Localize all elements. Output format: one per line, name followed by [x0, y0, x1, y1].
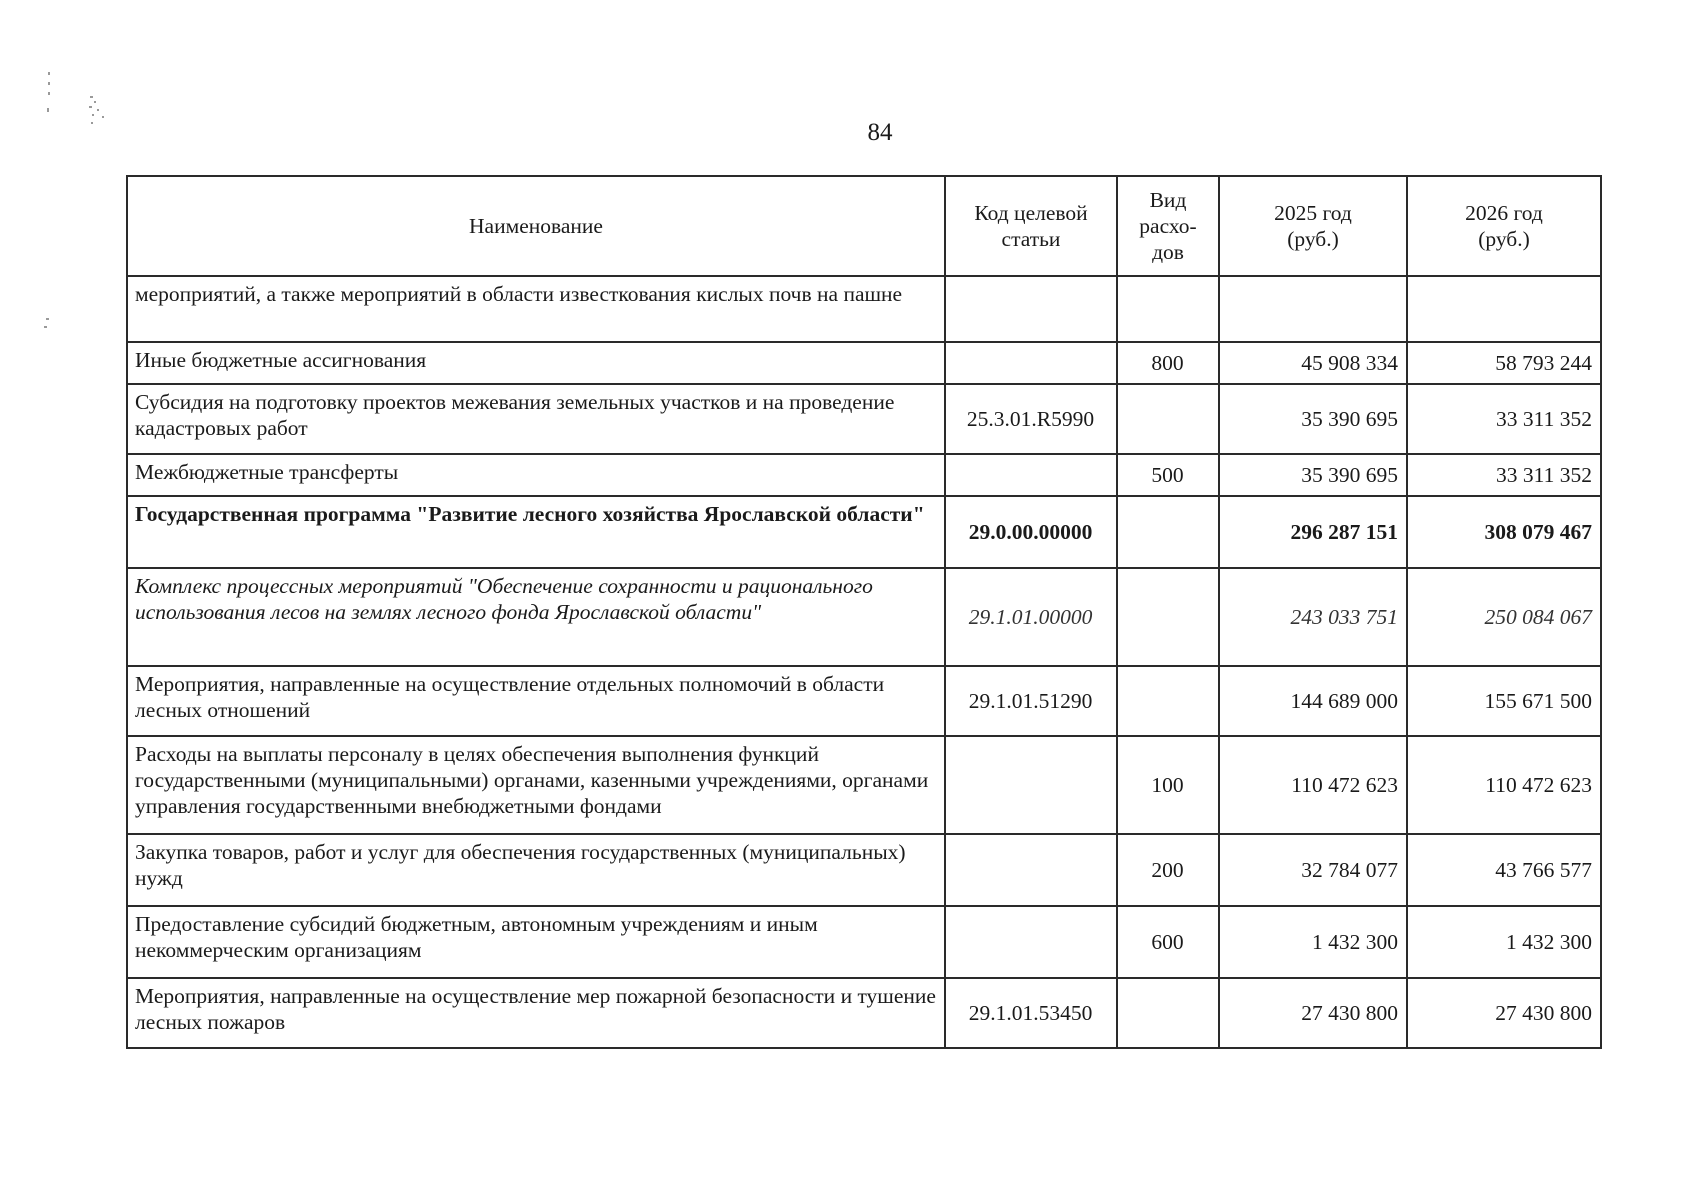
row-amount-2026: 155 671 500: [1407, 666, 1601, 736]
row-amount-2025: 144 689 000: [1219, 666, 1407, 736]
row-expense-type: [1117, 666, 1219, 736]
row-amount-2026: 250 084 067: [1407, 568, 1601, 666]
header-type: [1117, 176, 1219, 276]
row-amount-2025: 35 390 695: [1219, 454, 1407, 496]
table-row: [127, 906, 1601, 978]
row-code: [945, 834, 1117, 906]
row-amount-2025: 110 472 623: [1219, 736, 1407, 834]
row-expense-type: [1117, 276, 1219, 342]
table-row: [127, 276, 1601, 342]
table-row: [127, 496, 1601, 568]
row-amount-2026: 58 793 244: [1407, 342, 1601, 384]
table-row: [127, 384, 1601, 454]
row-amount-2026: 27 430 800: [1407, 978, 1601, 1048]
budget-table: [126, 175, 1602, 1049]
row-code: [945, 276, 1117, 342]
page-number: 84: [867, 119, 893, 146]
row-name: Государственная программа "Развитие лесного хозяйства Ярославской области": [127, 496, 945, 568]
header-2025-label: 2025 год (руб.): [1274, 201, 1352, 251]
table-row: [127, 736, 1601, 834]
row-name: Закупка товаров, работ и услуг для обеспечения государственных (муниципальных) нужд: [127, 834, 945, 906]
row-expense-type: 800: [1117, 342, 1219, 384]
row-amount-2025: 35 390 695: [1219, 384, 1407, 454]
row-amount-2026: 308 079 467: [1407, 496, 1601, 568]
header-2026: [1407, 176, 1601, 276]
row-name: Расходы на выплаты персоналу в целях обеспечения выполнения функций государственными (муниципальными) органами, казенными учреждениями, органами управления государственными внебюджетными фондами: [127, 736, 945, 834]
row-amount-2025: 1 432 300: [1219, 906, 1407, 978]
table-row: [127, 568, 1601, 666]
table-row: [127, 454, 1601, 496]
row-name: Комплекс процессных мероприятий "Обеспечение сохранности и рационального использования лесов на землях лесного фонда Ярославской области": [127, 568, 945, 666]
row-code: [945, 454, 1117, 496]
header-type-label: Вид расхо- дов: [1139, 188, 1197, 264]
table-row: [127, 834, 1601, 906]
row-expense-type: 600: [1117, 906, 1219, 978]
row-code: 29.0.00.00000: [945, 496, 1117, 568]
row-code: 25.3.01.R5990: [945, 384, 1117, 454]
row-name: Иные бюджетные ассигнования: [127, 342, 945, 384]
scan-noise-marks: [42, 70, 132, 330]
row-code: [945, 736, 1117, 834]
table-header-row: [127, 176, 1601, 276]
row-expense-type: [1117, 496, 1219, 568]
row-amount-2025: 32 784 077: [1219, 834, 1407, 906]
row-name: Субсидия на подготовку проектов межевания земельных участков и на проведение кадастровых работ: [127, 384, 945, 454]
row-amount-2026: 43 766 577: [1407, 834, 1601, 906]
row-amount-2025: [1219, 276, 1407, 342]
row-amount-2025: 27 430 800: [1219, 978, 1407, 1048]
table-row: [127, 342, 1601, 384]
header-name: Наименование: [127, 176, 945, 276]
row-code: 29.1.01.51290: [945, 666, 1117, 736]
row-code: 29.1.01.00000: [945, 568, 1117, 666]
row-name: Предоставление субсидий бюджетным, автономным учреждениям и иным некоммерческим организациям: [127, 906, 945, 978]
header-code: [945, 176, 1117, 276]
row-amount-2026: 1 432 300: [1407, 906, 1601, 978]
table-row: [127, 666, 1601, 736]
row-amount-2026: 33 311 352: [1407, 384, 1601, 454]
row-amount-2025: 243 033 751: [1219, 568, 1407, 666]
table-row: [127, 978, 1601, 1048]
row-amount-2026: 33 311 352: [1407, 454, 1601, 496]
row-name: мероприятий, а также мероприятий в области известкования кислых почв на пашне: [127, 276, 945, 342]
row-expense-type: 100: [1117, 736, 1219, 834]
header-2026-label: 2026 год (руб.): [1465, 201, 1543, 251]
row-code: [945, 342, 1117, 384]
row-amount-2026: 110 472 623: [1407, 736, 1601, 834]
row-expense-type: 200: [1117, 834, 1219, 906]
row-name: Межбюджетные трансферты: [127, 454, 945, 496]
header-code-label: Код целевой статьи: [974, 201, 1088, 251]
row-expense-type: [1117, 384, 1219, 454]
row-name: Мероприятия, направленные на осуществление отдельных полномочий в области лесных отношений: [127, 666, 945, 736]
row-amount-2025: 296 287 151: [1219, 496, 1407, 568]
row-code: 29.1.01.53450: [945, 978, 1117, 1048]
row-expense-type: 500: [1117, 454, 1219, 496]
header-2025: [1219, 176, 1407, 276]
row-code: [945, 906, 1117, 978]
row-amount-2026: [1407, 276, 1601, 342]
row-expense-type: [1117, 568, 1219, 666]
row-amount-2025: 45 908 334: [1219, 342, 1407, 384]
row-expense-type: [1117, 978, 1219, 1048]
row-name: Мероприятия, направленные на осуществление мер пожарной безопасности и тушение лесных пожаров: [127, 978, 945, 1048]
